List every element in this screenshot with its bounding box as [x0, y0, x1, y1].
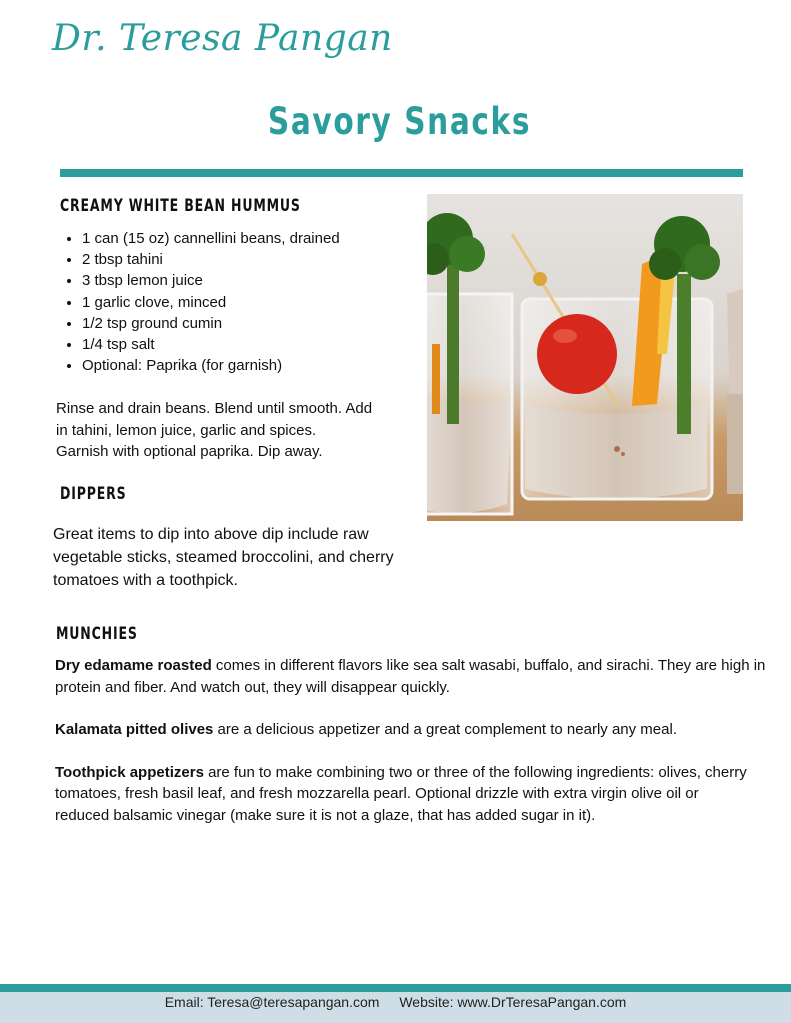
ingredient-item: • 1/4 tsp salt [82, 334, 340, 355]
instruction-line: in tahini, lemon juice, garlic and spices. [56, 421, 317, 439]
ingredient-item: • 1 garlic clove, minced [82, 292, 340, 313]
hummus-heading: CREAMY WHITE BEAN HUMMUS [60, 196, 301, 216]
ingredient-item: • 1 can (15 oz) cannellini beans, drained [82, 228, 340, 249]
munchies-heading: MUNCHIES [56, 624, 138, 644]
munchies-item-text: are a delicious appetizer and a great complement to nearly any meal. [213, 721, 677, 738]
footer-website[interactable]: Website: www.DrTeresaPangan.com [399, 994, 627, 1010]
dippers-line: tomatoes with a toothpick. [53, 572, 238, 589]
munchies-item-text: comes in different flavors like sea salt wasabi, buffalo, and sirachi. They are high in protein and fiber. And watch out, they will disappear quickly. [55, 657, 766, 696]
dippers-text [53, 523, 394, 592]
munchies-section [55, 655, 767, 826]
munchies-paragraph [55, 719, 767, 741]
footer-divider [0, 984, 791, 992]
ingredient-item: • 1/2 tsp ground cumin [82, 313, 340, 334]
photo-illustration [427, 194, 743, 521]
instruction-line: Garnish with optional paprika. Dip away. [56, 443, 323, 460]
hummus-instructions [56, 398, 372, 463]
ingredient-item: • Optional: Paprika (for garnish) [82, 355, 340, 376]
munchies-item-name: Dry edamame roasted [55, 657, 212, 674]
hummus-cups-photo [427, 194, 743, 521]
munchies-item-text: are fun to make combining two or three of the following ingredients: olives, cherry tomatoes, fresh basil leaf, and fresh mozzarella pearl. Optional drizzle with extra virgin olive oil or reduced balsamic vinegar (make sure it is not a glaze, that has added sugar in it). [55, 763, 747, 824]
munchies-item-name: Kalamata pitted olives [55, 721, 214, 738]
footer [0, 992, 791, 1023]
dippers-line: vegetable sticks, steamed broccolini, and cherry [53, 549, 394, 566]
munchies-paragraph [55, 762, 767, 827]
munchies-item-name: Toothpick appetizers [55, 763, 204, 781]
ingredient-item: • 2 tbsp tahini [82, 249, 340, 270]
footer-email[interactable]: Email: Teresa@teresapangan.com [164, 994, 380, 1010]
title-divider [60, 169, 743, 177]
page-title: Savory Snacks [267, 100, 532, 143]
dippers-line: Great items to dip into above dip include raw [53, 526, 369, 543]
munchies-paragraph [55, 655, 767, 698]
ingredient-list [60, 228, 340, 376]
instruction-line: Rinse and drain beans. Blend until smooth. Add [56, 400, 373, 417]
brand-logo: Dr. Teresa Pangan [52, 18, 393, 59]
ingredient-item: • 3 tbsp lemon juice [82, 270, 340, 291]
dippers-heading: DIPPERS [60, 484, 127, 504]
